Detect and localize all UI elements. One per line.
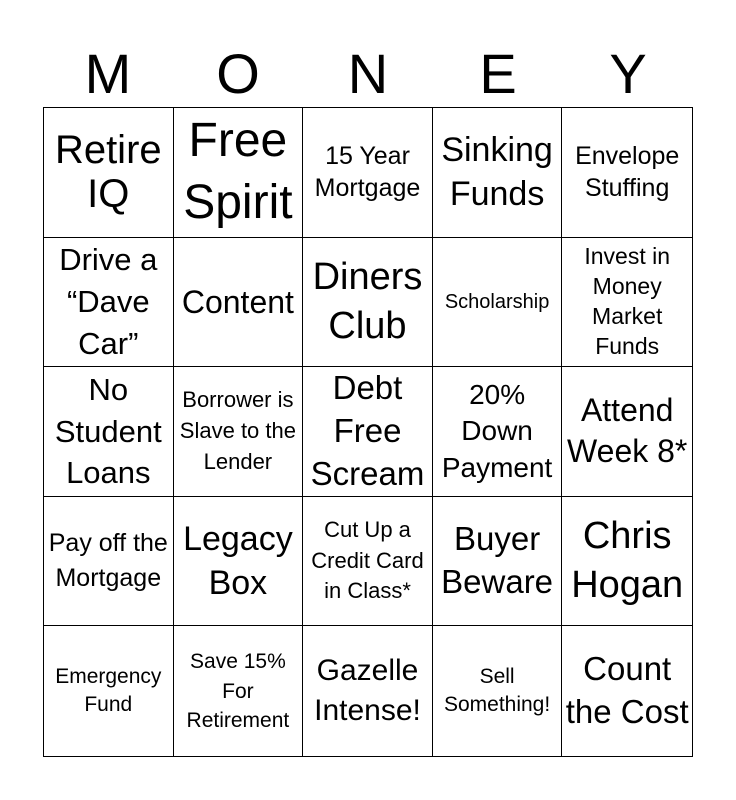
cell-text: Legacy Box bbox=[183, 519, 293, 603]
bingo-cell[interactable] bbox=[433, 367, 563, 497]
cell-text: No Student Loans bbox=[54, 371, 162, 491]
bingo-cell[interactable] bbox=[303, 497, 433, 627]
bingo-cell[interactable] bbox=[433, 626, 563, 756]
cell-text: Buyer Beware bbox=[441, 520, 554, 601]
bingo-cell[interactable] bbox=[562, 238, 692, 368]
cell-text: Invest in Money Market Funds bbox=[584, 243, 671, 359]
cell-text: Emergency Fund bbox=[55, 664, 162, 717]
bingo-cell[interactable] bbox=[44, 626, 174, 756]
cell-text: Save 15% For Retirement bbox=[186, 650, 290, 732]
cell-text: Sell Something! bbox=[443, 664, 551, 717]
bingo-cell[interactable] bbox=[433, 238, 563, 368]
bingo-cell[interactable] bbox=[562, 497, 692, 627]
cell-text: 15 Year Mortgage bbox=[314, 141, 421, 203]
bingo-cell[interactable] bbox=[433, 497, 563, 627]
header-letter-y: Y bbox=[609, 42, 647, 105]
bingo-cell[interactable] bbox=[44, 108, 174, 238]
cell-text: Diners Club bbox=[312, 255, 423, 347]
cell-text: Drive a “Dave Car” bbox=[59, 242, 158, 361]
cell-text: Attend Week 8* bbox=[567, 391, 688, 470]
cell-text: Pay off the Mortgage bbox=[48, 529, 168, 593]
cell-text: Free Spirit bbox=[183, 113, 293, 230]
bingo-cell[interactable] bbox=[174, 497, 304, 627]
bingo-header bbox=[43, 42, 693, 106]
bingo-cell[interactable] bbox=[433, 108, 563, 238]
bingo-cell[interactable] bbox=[303, 367, 433, 497]
cell-text: 20% Down Payment bbox=[441, 378, 553, 483]
cell-text: Borrower is Slave to the Lender bbox=[179, 387, 296, 474]
header-letter-m: M bbox=[84, 42, 132, 105]
bingo-cell[interactable] bbox=[174, 626, 304, 756]
bingo-cell[interactable] bbox=[44, 367, 174, 497]
header-letter-e: E bbox=[479, 42, 517, 105]
bingo-cell[interactable] bbox=[303, 626, 433, 756]
bingo-cell[interactable] bbox=[562, 367, 692, 497]
cell-text: Gazelle Intense! bbox=[314, 653, 421, 728]
bingo-cell[interactable] bbox=[562, 626, 692, 756]
cell-text: Envelope Stuffing bbox=[575, 141, 680, 203]
cell-text: Chris Hogan bbox=[571, 514, 684, 607]
bingo-cell[interactable] bbox=[44, 497, 174, 627]
bingo-cell[interactable] bbox=[174, 238, 304, 368]
bingo-cell[interactable] bbox=[174, 108, 304, 238]
cell-text: Cut Up a Credit Card in Class* bbox=[311, 516, 424, 604]
cell-text: Content bbox=[181, 283, 294, 320]
bingo-cell[interactable] bbox=[174, 367, 304, 497]
cell-text: Debt Free Scream bbox=[310, 369, 425, 492]
bingo-cell[interactable] bbox=[303, 238, 433, 368]
cell-text: Scholarship bbox=[444, 290, 550, 313]
bingo-cell[interactable] bbox=[562, 108, 692, 238]
cell-text: Retire IQ bbox=[54, 128, 162, 217]
header-letter-n: N bbox=[347, 42, 389, 105]
bingo-cell[interactable] bbox=[303, 108, 433, 238]
cell-text: Count the Cost bbox=[565, 650, 689, 731]
bingo-board bbox=[43, 107, 693, 757]
bingo-cell[interactable] bbox=[44, 238, 174, 368]
header-letter-o: O bbox=[216, 42, 260, 105]
cell-text: Sinking Funds bbox=[441, 131, 553, 214]
